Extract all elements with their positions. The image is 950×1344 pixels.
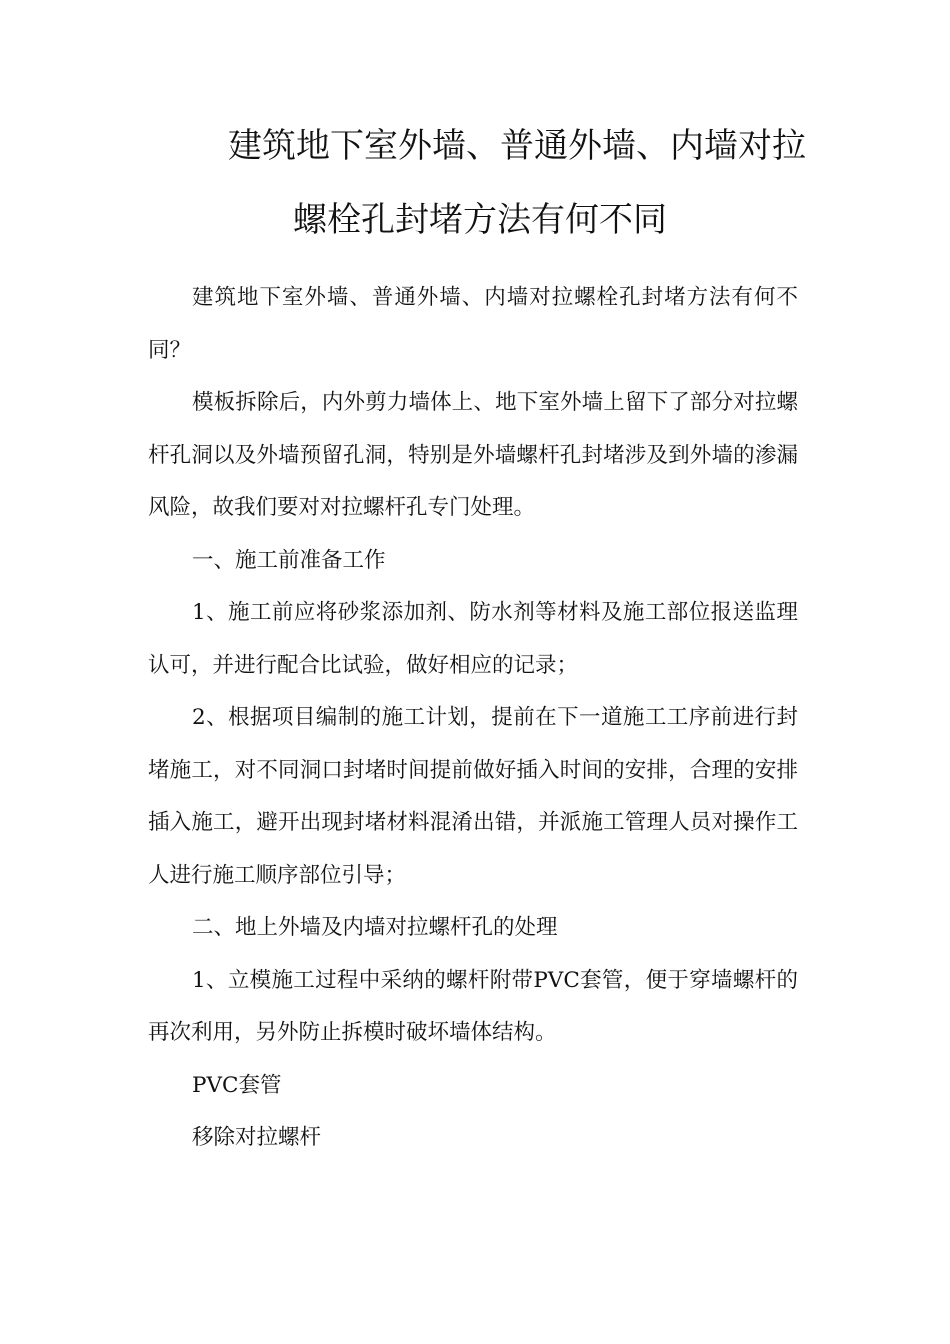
paragraph-prep-item-2: 2、根据项目编制的施工计划，提前在下一道施工工序前进行封堵施工，对不同洞口封堵时间提前做好插入时间的安排，合理的安排插入施工，避开出现封堵材料混淆出错，并派施工管理人员对操作工人进行施工顺序部位引导； [148, 705, 798, 888]
paragraph-treatment-item-1: 1、立模施工过程中采纳的螺杆附带PVC套管，便于穿墙螺杆的再次利用，另外防止拆模时破坏墙体结构。 [148, 967, 798, 1045]
paragraph-prep-item-1: 1、施工前应将砂浆添加剂、防水剂等材料及施工部位报送监理认可，并进行配合比试验，做好相应的记录； [148, 600, 798, 678]
paragraph-question: 建筑地下室外墙、普通外墙、内墙对拉螺栓孔封堵方法有何不同？ [148, 285, 798, 363]
document-title-line-1: 建筑地下室外墙、普通外墙、内墙对拉 [228, 126, 806, 166]
document-body [148, 272, 798, 1165]
paragraph-intro: 模板拆除后，内外剪力墙体上、地下室外墙上留下了部分对拉螺杆孔洞以及外墙预留孔洞，特别是外墙螺杆孔封堵涉及到外墙的渗漏风险，故我们要对对拉螺杆孔专门处理。 [148, 390, 798, 520]
section-heading-preparation: 一、施工前准备工作 [192, 547, 386, 573]
section-heading-wall-treatment: 二、地上外墙及内墙对拉螺杆孔的处理 [192, 915, 558, 940]
label-pvc-sleeve: PVC套管 [192, 1072, 282, 1098]
document-title-line-2: 螺栓孔封堵方法有何不同 [293, 200, 667, 240]
label-remove-tie-rod: 移除对拉螺杆 [192, 1125, 322, 1150]
